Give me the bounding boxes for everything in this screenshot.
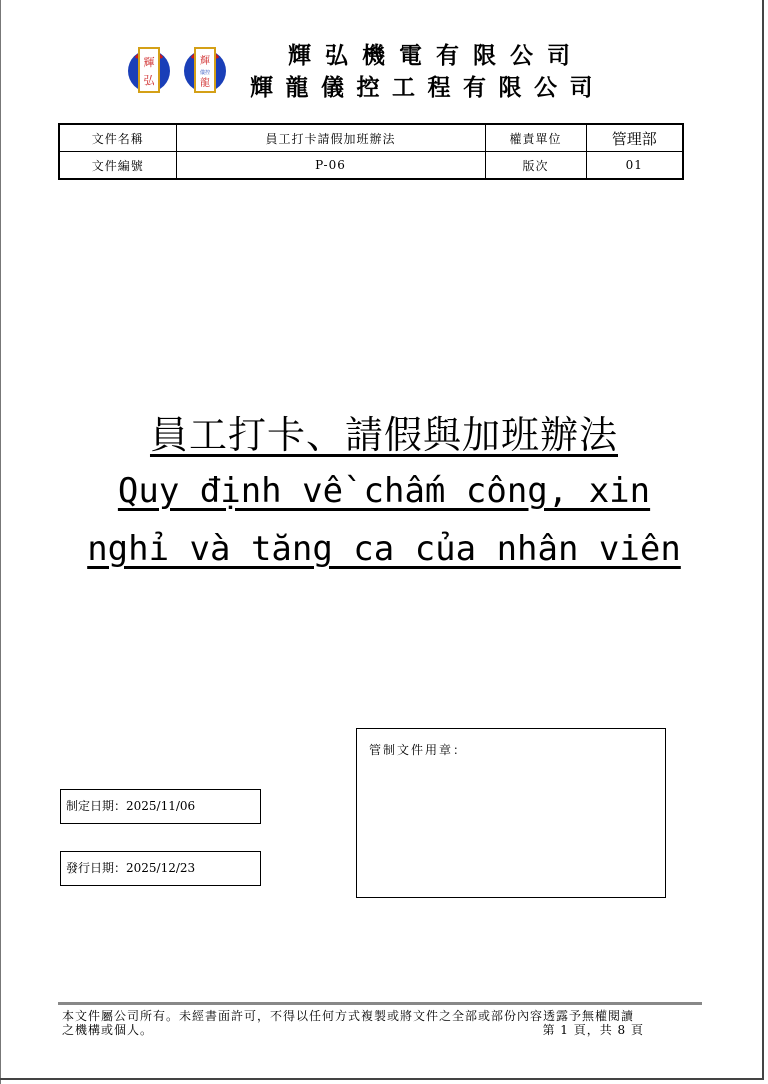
document-title [40, 408, 728, 578]
svg-text:輝: 輝 [200, 56, 210, 67]
svg-text:儀控: 儀控 [199, 70, 211, 76]
document-info-table [58, 123, 684, 180]
page-edge [0, 0, 1, 1084]
seal-label: 管制文件用章： [369, 743, 468, 757]
footer [62, 1009, 702, 1037]
copyright-notice-line-2: 之機構或個人。 [62, 1023, 154, 1037]
doc-number-value: P-06 [176, 152, 485, 180]
established-date: 制定日期：2025/11/06 [60, 789, 261, 824]
version-label: 版次 [485, 152, 586, 180]
page-indicator: 第 1 頁，共 8 頁 [542, 1023, 644, 1037]
title-chinese: 員工打卡、請假與加班辦法 [149, 413, 618, 457]
table-row [59, 152, 683, 180]
version-value: 01 [586, 152, 683, 180]
huilong-logo-icon [182, 44, 228, 96]
doc-name-value: 員工打卡請假加班辦法 [176, 124, 485, 152]
company-name-2: 輝龍儀控工程有限公司 [250, 74, 605, 101]
huihong-logo-icon [126, 44, 172, 96]
issued-date: 發行日期：2025/12/23 [60, 851, 261, 886]
logo-1-text-bottom: 弘 [143, 74, 155, 87]
logo-1-text-top: 輝 [143, 56, 155, 69]
company-name-1: 輝弘機電有限公司 [288, 42, 584, 69]
responsible-unit-value: 管理部 [586, 124, 683, 152]
doc-name-label: 文件名稱 [59, 124, 176, 152]
table-row [59, 124, 683, 152]
title-vietnamese-line-1: Quy định về chấm công, xin [117, 471, 651, 511]
title-vietnamese-line-2: nghỉ và tăng ca của nhân viên [87, 529, 681, 569]
svg-text:龍: 龍 [200, 78, 210, 89]
copyright-notice-line-1: 本文件屬公司所有。未經書面許可，不得以任何方式複製或將文件之全部或部份內容透露予無權閱讀 [62, 1009, 635, 1023]
responsible-unit-label: 權責單位 [485, 124, 586, 152]
doc-number-label: 文件編號 [59, 152, 176, 180]
controlled-document-seal-box [356, 728, 666, 898]
company-names [250, 40, 620, 104]
footer-divider [58, 1002, 702, 1005]
